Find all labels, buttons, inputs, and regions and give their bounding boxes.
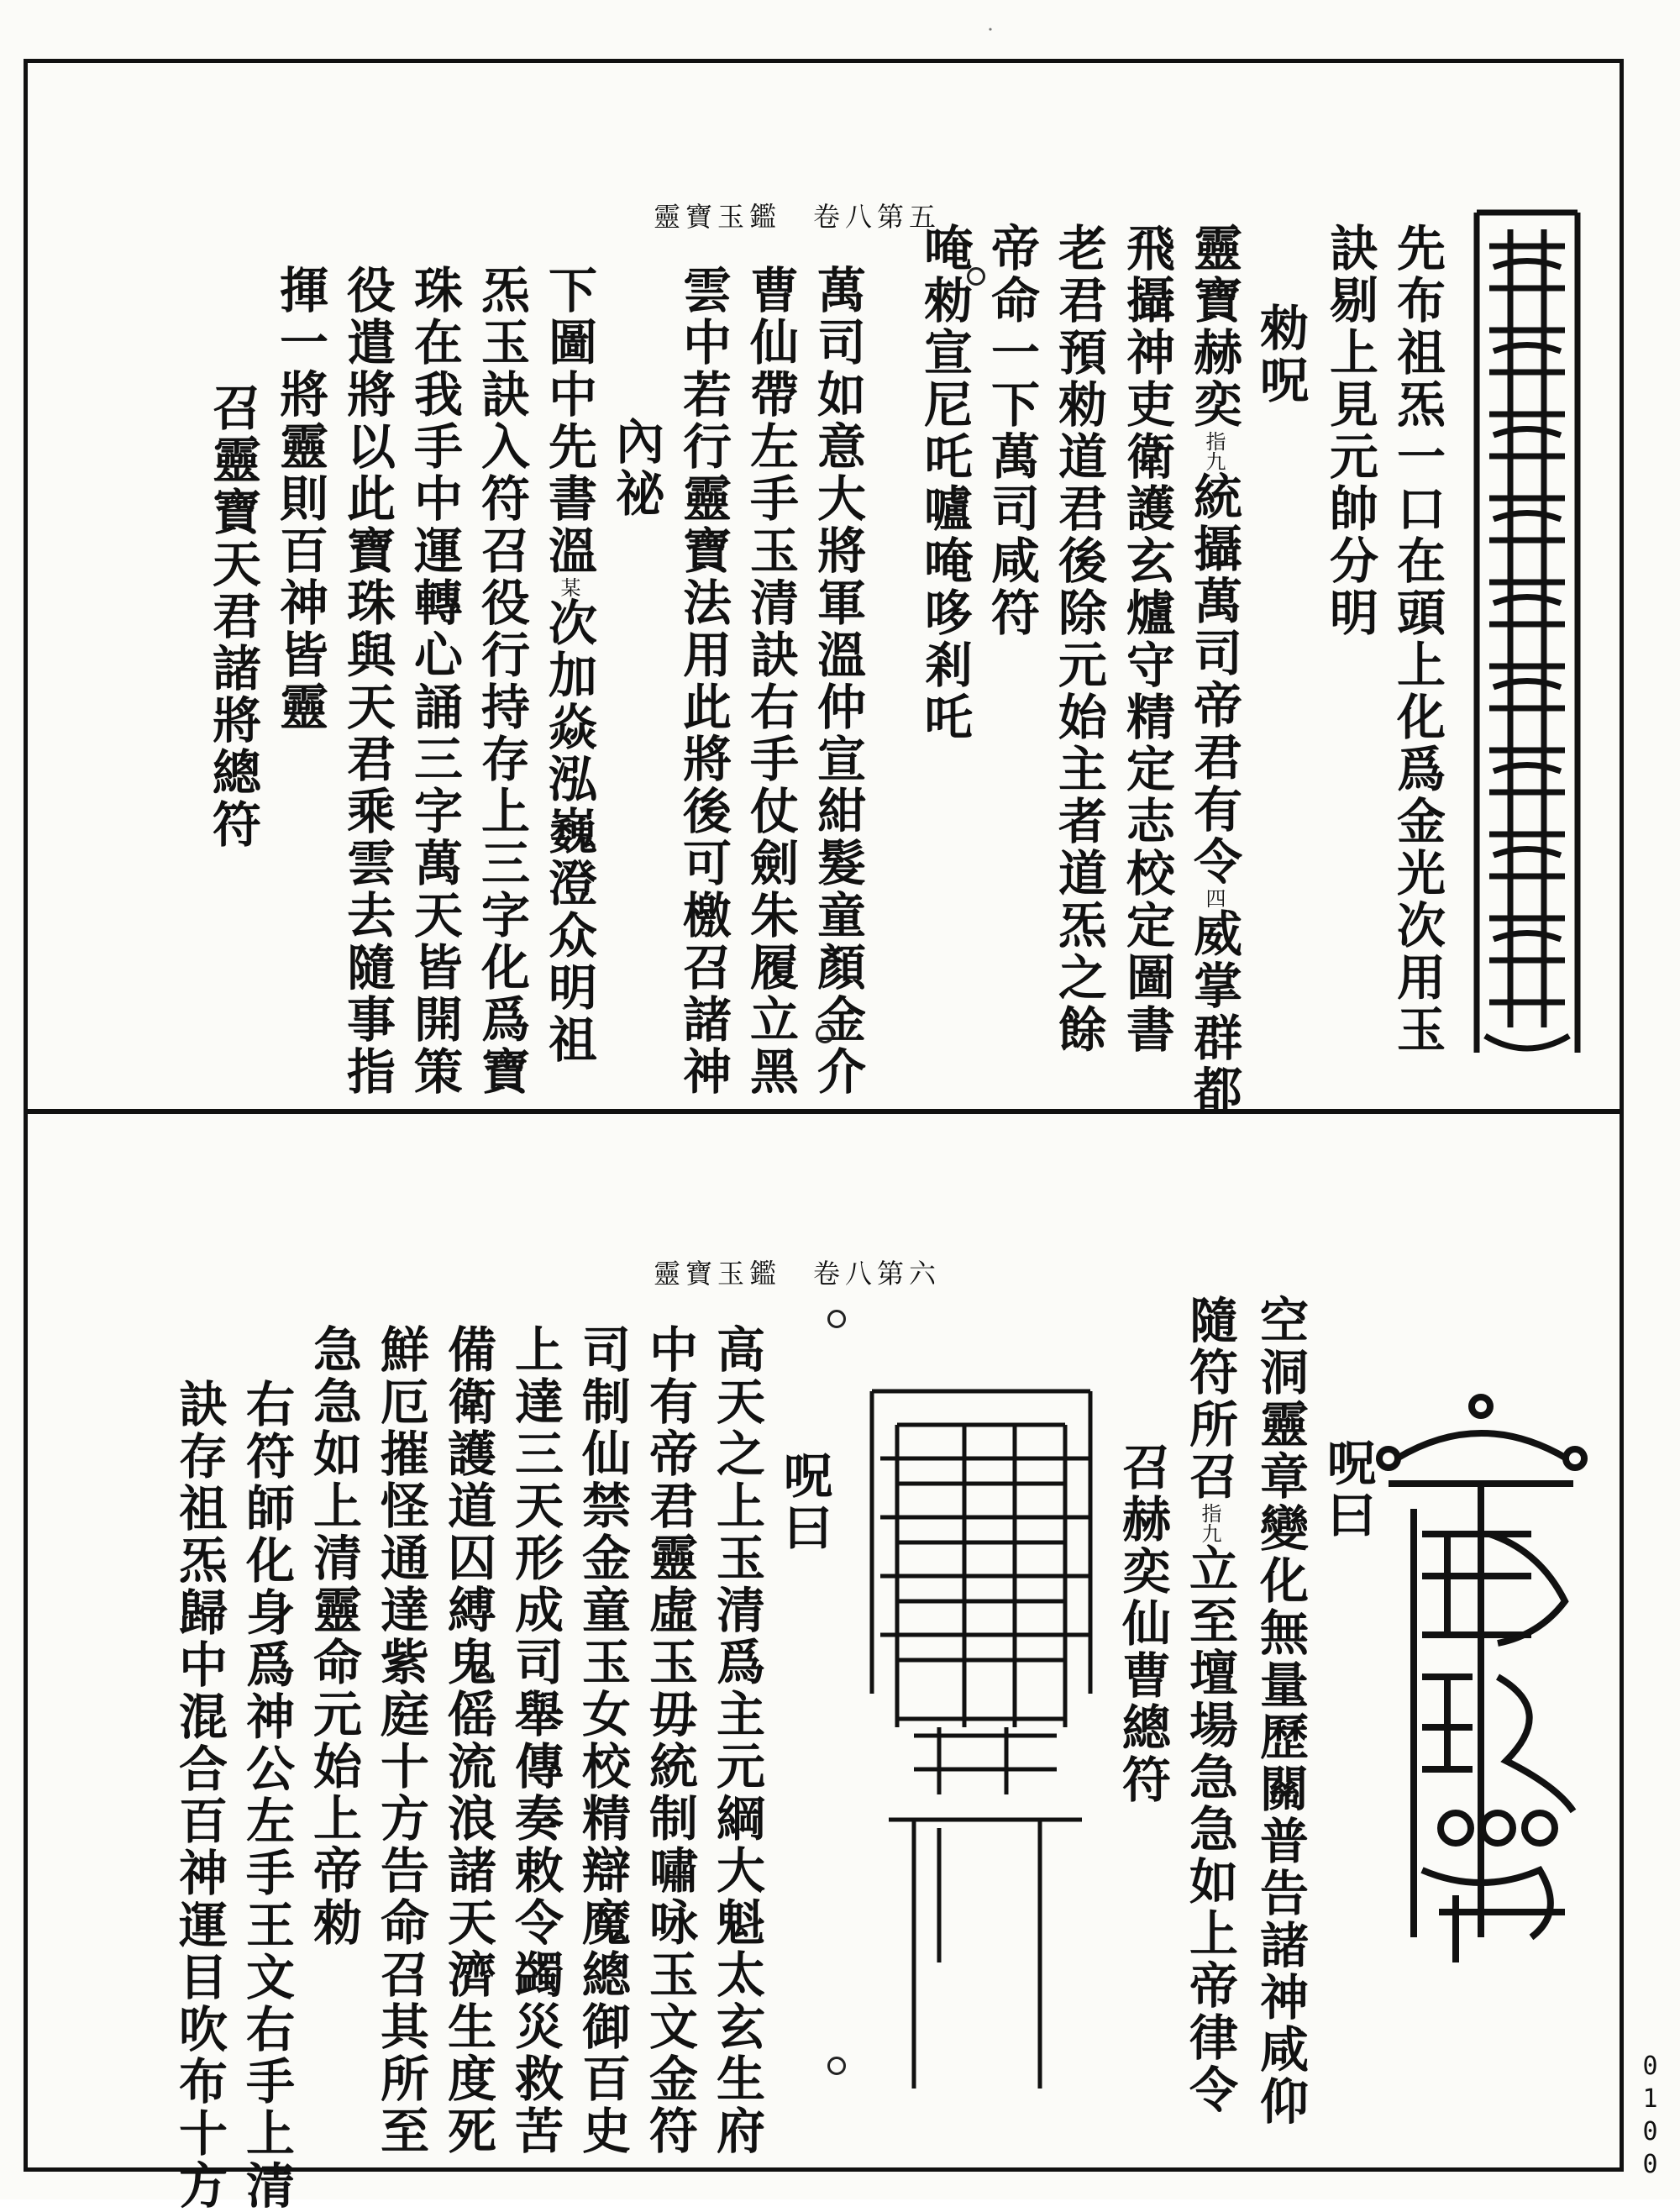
text-column: 下圖中先書溫某次加焱泓巍澄众明祖 xyxy=(540,265,597,1066)
text-column: 炁玉訣入符召役行持存上三字化爲寶 xyxy=(473,265,530,1098)
top-panel xyxy=(28,63,1620,1117)
text-column: 上達三天形成司舉傳奏敕令蠲災救苦 xyxy=(507,1324,564,2157)
grid-talisman-icon xyxy=(855,1374,1107,2097)
text-column: 飛攝神吏衛護玄爐守精定志校定圖書 xyxy=(1118,223,1175,1056)
circle-mark xyxy=(827,2057,846,2075)
seal-script-talisman-icon xyxy=(1363,1391,1599,1979)
text-column: 鮮厄摧怪通達紫庭十方告命召其所至 xyxy=(372,1324,429,2157)
talisman-seal-icon xyxy=(1460,196,1594,1069)
text-column: 司制仙禁金童玉女校精辯魔總御百史 xyxy=(574,1324,631,2157)
top-mark: ・ xyxy=(983,22,998,39)
text-column: 召赫奕仙曹總符 xyxy=(1114,1442,1171,1806)
text-column: 勑呪 xyxy=(1252,302,1309,407)
text-column: 珠在我手中運轉心誦三字萬天皆開策 xyxy=(406,265,463,1098)
text-column: 備衛護道囚縛鬼傜流浪諸天濟生度死 xyxy=(439,1324,496,2157)
text-column: 訣存祖炁歸中混合百神運目吹布十方 xyxy=(171,1379,228,2212)
panel-header: 靈寶玉鑑 卷八第五 xyxy=(654,201,942,233)
text-column: 內祕 xyxy=(607,416,664,520)
text-column: 高天之上玉清爲主元綱大魁太玄生府 xyxy=(708,1324,765,2157)
text-column: 雲中若行靈寶法用此將後可檄召諸神 xyxy=(675,265,732,1098)
text-column: 帝命一下萬司咸符 xyxy=(983,223,1040,639)
circle-mark xyxy=(967,267,985,286)
text-column: 靈寶赫奕指九統攝萬司帝君有令四威掌群都 xyxy=(1185,223,1242,1117)
circle-mark xyxy=(816,1025,834,1043)
text-column: 唵勑宣尼吒嚧唵哆剎吒 xyxy=(916,223,973,743)
page-number: 0100 xyxy=(1635,2052,1665,2183)
bottom-panel xyxy=(28,1114,1620,2212)
circle-mark xyxy=(827,1310,846,1328)
text-column: 萬司如意大將軍溫仲宣紺髮童顏金介 xyxy=(809,265,866,1098)
text-column: 召靈寶天君諸將總符 xyxy=(204,382,261,851)
panel-header: 靈寶玉鑑 卷八第六 xyxy=(654,1258,942,1290)
text-column: 隨符所召指九立至壇場急急如上帝律令 xyxy=(1181,1295,1238,2116)
text-column: 老君預勑道君後除元始主者道炁之餘 xyxy=(1050,223,1107,1056)
text-column: 曹仙帶左手玉清訣右手仗劍朱履立黑 xyxy=(742,265,799,1098)
text-column: 役遣將以此寶珠與天君乘雲去隨事指 xyxy=(339,265,396,1098)
text-column: 訣剔上見元帥分明 xyxy=(1321,223,1378,639)
text-column: 中有帝君靈虛玉毋統制嘯咏玉文金符 xyxy=(641,1324,698,2157)
text-column: 呪曰 xyxy=(775,1450,832,1554)
text-column: 呪曰 xyxy=(1319,1437,1376,1542)
text-column: 揮一將靈則百神皆靈 xyxy=(271,265,328,733)
text-column: 急急如上清靈命元始上帝勑 xyxy=(305,1324,362,1949)
text-column: 先布祖炁一口在頭上化爲金光次用玉 xyxy=(1389,223,1446,1056)
text-column: 右符師化身爲神公左手王文右手上清 xyxy=(238,1379,295,2212)
text-column: 空洞靈章變化無量歷關普告諸神咸仰 xyxy=(1252,1295,1309,2128)
